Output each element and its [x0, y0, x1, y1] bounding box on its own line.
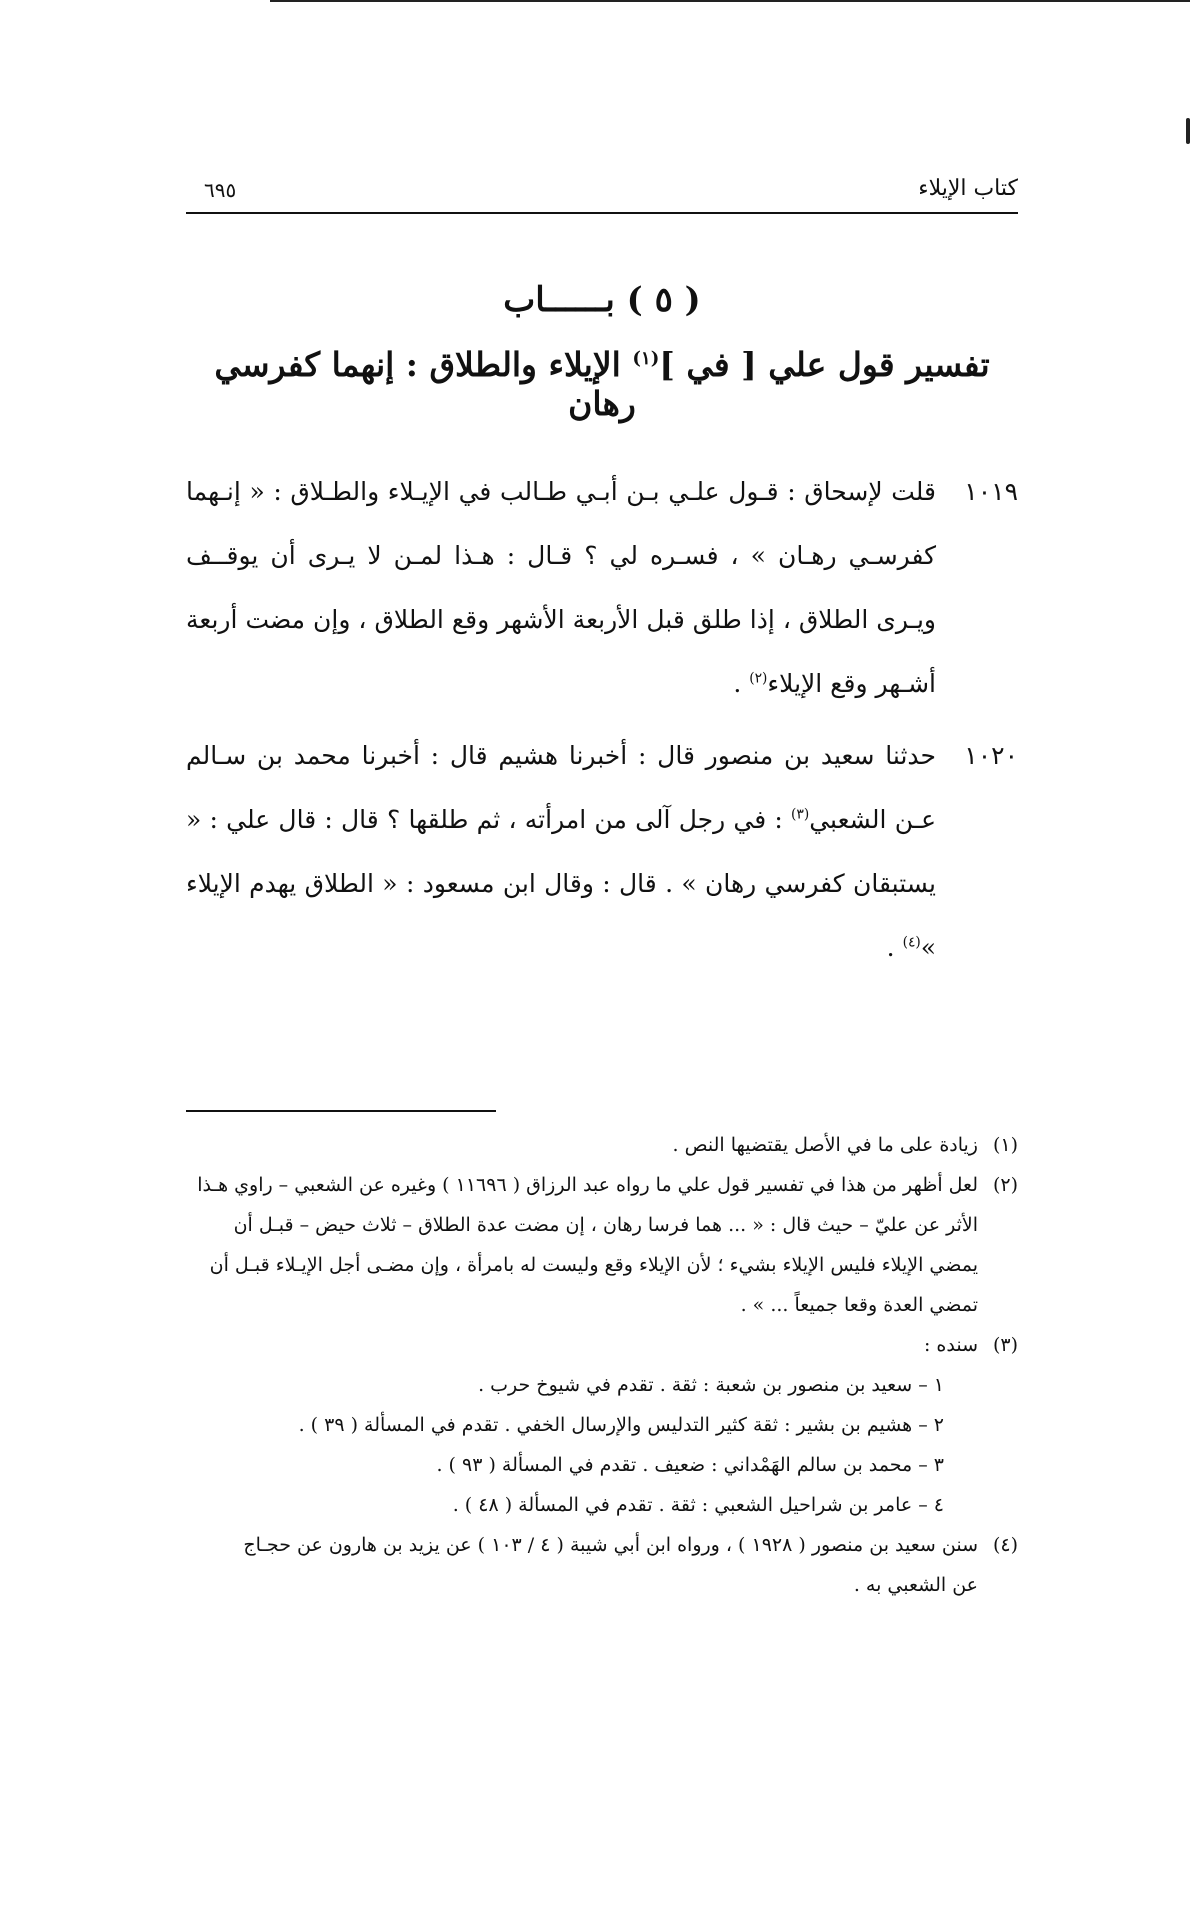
section-title-text: تفسير قول علي [ في ]: [659, 345, 990, 384]
footnote-2: [186, 1165, 1018, 1325]
footnote-text: سنده :: [923, 1334, 978, 1356]
entry-text: : في رجل آلى من امرأته ، ثم طلقها ؟ قال : قال علي : « يستبقان كفرسي رهان » . قال : وقال ابن مسعود : « الطلاق يهدم الإيلاء »: [186, 805, 936, 962]
footnote-number: (٣): [992, 1334, 1018, 1356]
footnote-separator: [186, 1110, 496, 1112]
footnote-number: (٢): [992, 1174, 1018, 1196]
entry-text: قلت لإسحاق : قـول علـي بـن أبـي طـالب في الإيـلاء والطـلاق : « إنـهما كفرسـي رهـان » ، فسـره لي ؟ قـال : هـذا لمـن لا يـرى أن يوقــف ويـرى الطلاق ، إذا طلق قبل الأربعة الأشهر وقع الطلاق ، وإن مضت أربعة أشـهر وقع الإيلاء: [186, 477, 936, 698]
entry-text: .: [733, 669, 750, 698]
scan-edge-top: [270, 0, 1190, 2]
footnote-1: [186, 1125, 1018, 1165]
footnote-line: لعل أظهر من هذا في تفسير قول علي ما رواه عبد الرزاق ( ١١٦٩٦ ) وغيره عن الشعبي – راوي هـذا: [197, 1174, 978, 1196]
bab-heading: ( ٥ ) بــــــاب: [503, 280, 701, 320]
isnad-item: ١ – سعيد بن منصور بن شعبة : ثقة . تقدم في شيوخ حرب .: [478, 1374, 944, 1396]
running-head: [186, 172, 1018, 214]
page-number: ٦٩٥: [204, 178, 237, 202]
entry-number: ١٠١٩: [964, 477, 1018, 506]
footnotes: [186, 1125, 1018, 1605]
footnote-line: يمضي الإيلاء فليس الإيلاء بشيء ؛ لأن الإيلاء وقع وليست له بامرأة ، وإن مضـى أجل الإيـلاء قبـل أن: [209, 1254, 978, 1276]
section-title: [186, 345, 1018, 423]
isnad-item: ٤ – عامر بن شراحيل الشعبي : ثقة . تقدم في المسألة ( ٤٨ ) .: [452, 1494, 944, 1516]
entry-1019: [186, 460, 1018, 716]
entry-1020: [186, 724, 1018, 980]
footnote-4: [186, 1525, 1018, 1605]
footnote-3: [186, 1325, 1018, 1525]
footnote-ref: (٣): [791, 806, 810, 823]
entry-text: حدثنا سعيد بن منصور قال : أخبرنا هشيم قال : أخبرنا محمد بن سـالم عـن الشعبي: [186, 741, 936, 834]
footnote-ref: (١): [632, 348, 660, 369]
footnote-number: (٤): [992, 1534, 1018, 1556]
footnote-line: تمضي العدة وقعا جميعاً ... » .: [740, 1294, 978, 1316]
footnote-line: سنن سعيد بن منصور ( ١٩٢٨ ) ، ورواه ابن أبي شيبة ( ٤ / ١٠٣ ) عن يزيد بن هارون عن حجـاج: [243, 1534, 978, 1556]
entry-number: ١٠٢٠: [964, 741, 1018, 770]
entry-text: .: [886, 933, 903, 962]
entries: [186, 460, 1018, 988]
footnote-text: زيادة على ما في الأصل يقتضيها النص .: [672, 1134, 978, 1156]
footnote-line: عن الشعبي به .: [853, 1574, 978, 1596]
section-title-text: الإيلاء والطلاق : إنهما كفرسي رهان: [214, 345, 636, 423]
footnote-line: الأثر عن عليّ – حيث قال : « ... هما فرسا رهان ، إن مضت عدة الطلاق – ثلاث حيض – قبـل أن: [233, 1214, 978, 1236]
footnote-ref: (٤): [902, 934, 921, 951]
footnote-number: (١): [992, 1134, 1018, 1156]
isnad-item: ٣ – محمد بن سالم الهَمْداني : ضعيف . تقدم في المسألة ( ٩٣ ) .: [436, 1454, 944, 1476]
isnad-item: ٢ – هشيم بن بشير : ثقة كثير التدليس والإرسال الخفي . تقدم في المسألة ( ٣٩ ) .: [298, 1414, 944, 1436]
footnote-ref: (٢): [749, 670, 768, 687]
scan-edge-right: [1186, 118, 1190, 144]
chapter-title: كتاب الإيلاء: [918, 176, 1018, 201]
